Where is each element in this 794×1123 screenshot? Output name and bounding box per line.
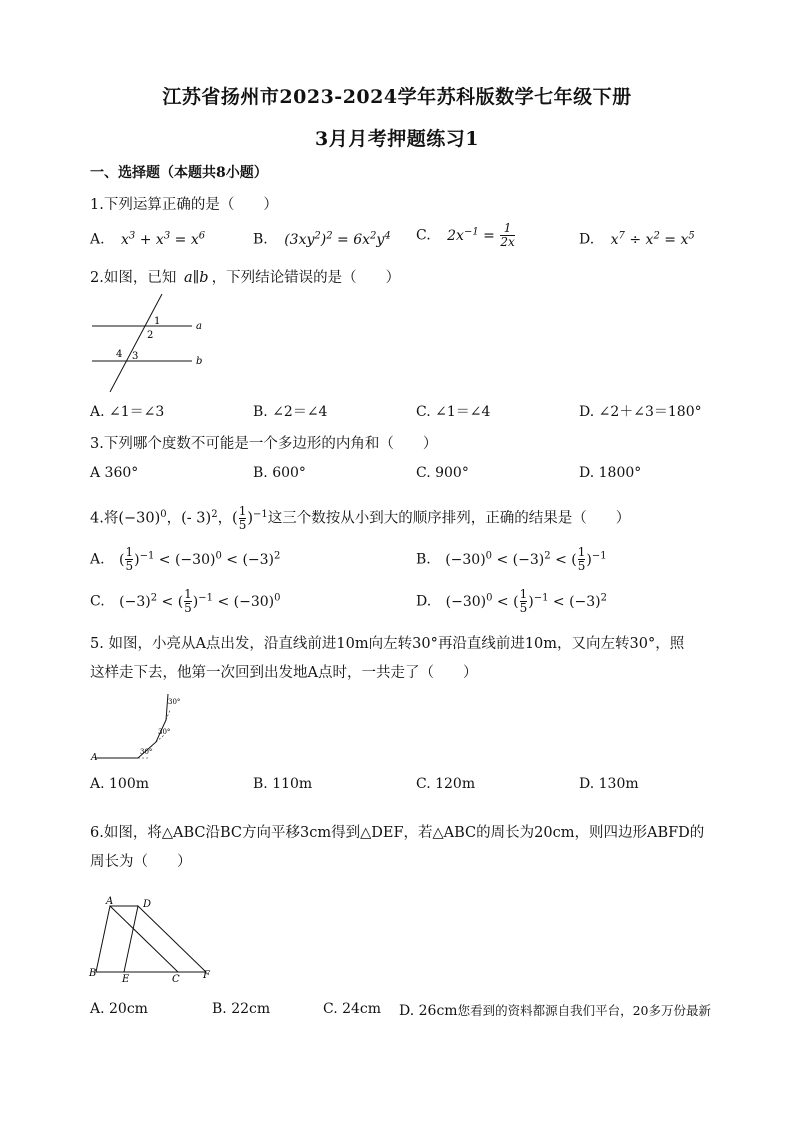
q2-stem-post: ，下列结论错误的是（ ） <box>211 270 401 286</box>
q1-a-label: A. <box>90 231 105 248</box>
question-1-stem: 1.下列运算正确的是（ ） <box>90 197 278 213</box>
question-5-stem-line1: 5. 如图，小亮从A点出发，沿直线前进10m向左转30°再沿直线前进10m，又向左转30°，照 <box>90 636 685 652</box>
q2-label-2: 2 <box>147 330 154 341</box>
q6-triangle-abc <box>96 906 178 972</box>
q4-option-c: C. $(-3)^2$ < ( $\frac{1}{5}$ )$^{-1} < (-30)^0$ <box>90 587 281 616</box>
q1-option-c: C. $2x^{-1}$ = $\frac{1}{2x}$ <box>416 221 515 250</box>
question-4-stem: 4.将$(-30)^0$，(- 3)$^2$，( $\frac{1}{5}$ )$^{-1}$这三个数按从小到大的顺序排列，正确的结果是（ ） <box>90 504 631 533</box>
q5-option-c: C. 120m <box>416 776 476 792</box>
question-2-stem <box>90 266 400 287</box>
q2-label-3: 3 <box>132 351 139 362</box>
q6-label-f: F <box>203 970 210 981</box>
q6-label-b: B <box>89 968 97 979</box>
q2-label-a: a <box>196 321 202 332</box>
q3-option-d: D. 1800° <box>579 465 642 481</box>
q2-transversal <box>110 294 162 392</box>
q6-label-c: C <box>172 974 180 985</box>
q4-stem-pre: 4.将(−30) <box>90 510 161 527</box>
q5-label-a: A <box>91 753 98 763</box>
question-5-stem-line2: 这样走下去，他第一次回到出发地A点时，一共走了（ ） <box>90 665 478 681</box>
q5-path <box>96 694 171 758</box>
q2-label-4: 4 <box>116 349 123 360</box>
q5-option-b: B. 110m <box>253 776 313 792</box>
q4-b-label: B. <box>416 551 431 568</box>
q4-option-a: A. ( $\frac{1}{5}$ )$^{-1} < (-30)^0 < (-3)^2$ <box>90 545 281 574</box>
q2-stem-pre: 2.如图，已知 <box>90 270 177 286</box>
q5-option-a: A. 100m <box>90 776 150 792</box>
q1-b-label: B. <box>253 231 268 248</box>
q6-option-d <box>399 1001 711 1019</box>
question-6-stem-line1: 6.如图，将△ABC沿BC方向平移3cm得到△DEF，若△ABC的周长为20cm，则四边形ABFD的 <box>90 825 705 841</box>
q5-label-30-2: 30° <box>158 728 171 736</box>
q6-d-text: D. 26cm <box>399 1003 458 1019</box>
q5-label-30-1: 30° <box>140 748 153 756</box>
q3-option-c: C. 900° <box>416 465 469 481</box>
q1-option-d: D. $x^7 \div x^2 = x^5$ <box>579 230 695 248</box>
q6-option-b: B. 22cm <box>212 1001 271 1017</box>
q2-option-d: D. ∠2＋∠3＝180° <box>579 404 702 420</box>
q6-watermark: 您看到的资料都源自我们平台，20多万份最新 <box>457 1003 711 1018</box>
q2-stem-math: a∥b <box>183 270 209 286</box>
q5-label-30-3: 30° <box>168 698 181 706</box>
q1-d-label: D. <box>579 231 595 248</box>
q4-option-b: B. $(-30)^0 < (-3)^2$ < ( $\frac{1}{5}$ )$^{-1}$ <box>416 545 607 574</box>
q6-option-a: A. 20cm <box>90 1001 148 1017</box>
q4-option-d: D. $(-30)^0$ < ( $\frac{1}{5}$ )$^{-1} < (-3)^2$ <box>416 587 608 616</box>
question-6-stem-line2: 周长为（ ） <box>90 854 192 870</box>
q1-option-a: A. $x^3 + x^3 = x^6$ <box>90 230 206 248</box>
q4-stem-post: 这三个数按从小到大的顺序排列，正确的结果是（ ） <box>267 510 631 527</box>
q3-option-b: B. 600° <box>253 465 306 481</box>
section-heading: 一、选择题（本题共8小题） <box>90 165 268 181</box>
q6-option-c: C. 24cm <box>323 1001 382 1017</box>
page-title-line2: 3月月考押题练习1 <box>315 128 479 150</box>
q6-triangle-def <box>124 906 206 972</box>
page-title-line1: 江苏省扬州市2023-2024学年苏科版数学七年级下册 <box>162 86 632 108</box>
q4-c-label: C. <box>90 593 105 610</box>
q2-option-c: C. ∠1＝∠4 <box>416 404 491 420</box>
q5-option-d: D. 130m <box>579 776 639 792</box>
q6-label-d: D <box>143 899 152 910</box>
q2-figure <box>90 292 210 392</box>
question-3-stem: 3.下列哪个度数不可能是一个多边形的内角和（ ） <box>90 436 438 452</box>
q6-label-a: A <box>106 896 114 907</box>
q2-label-1: 1 <box>154 316 161 327</box>
q2-label-b: b <box>196 356 203 367</box>
q6-label-e: E <box>122 974 130 985</box>
q5-figure <box>90 690 200 765</box>
q3-option-a: A 360° <box>90 465 139 481</box>
q2-option-b: B. ∠2＝∠4 <box>253 404 328 420</box>
q1-option-b: B. $(3xy^2)^2 = 6x^2y^4$ <box>253 230 391 248</box>
q1-c-label: C. <box>416 227 431 244</box>
q6-figure <box>88 894 218 986</box>
q4-a-label: A. <box>90 551 105 568</box>
q2-option-a: A. ∠1＝∠3 <box>90 404 165 420</box>
q4-d-label: D. <box>416 593 432 610</box>
